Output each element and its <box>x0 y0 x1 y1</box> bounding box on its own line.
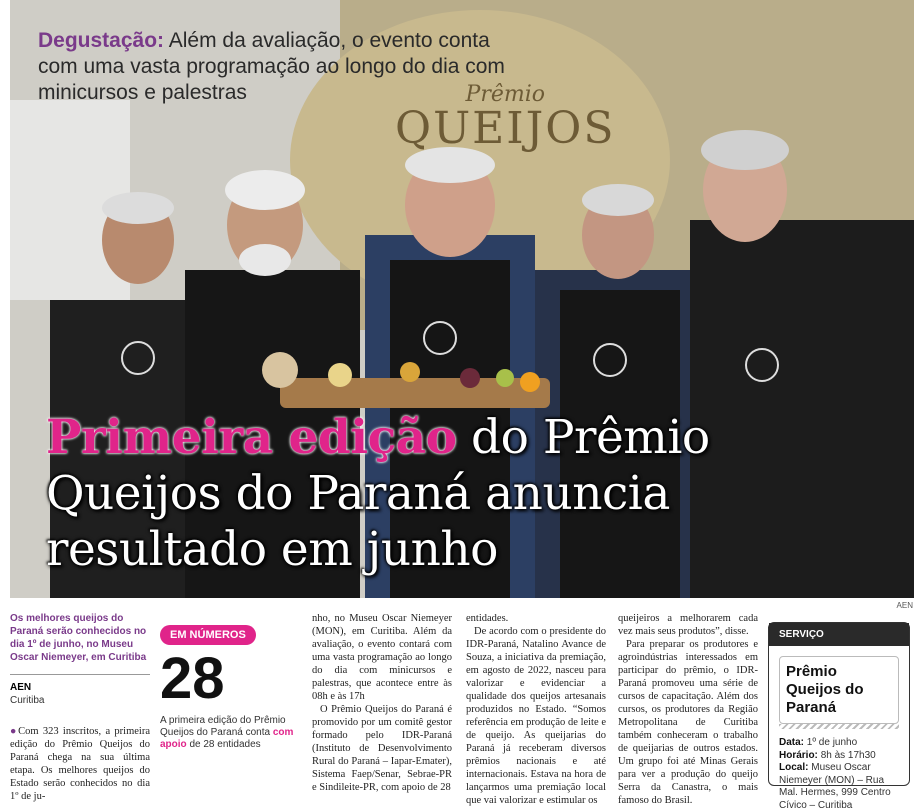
place-label: Local: <box>779 762 809 773</box>
paragraph: entidades. <box>466 613 509 624</box>
headline-highlight: Primeira edição <box>46 410 457 465</box>
news-photo <box>10 0 914 598</box>
time-value: 8h às 17h30 <box>820 749 876 761</box>
body-column-3 <box>312 612 452 794</box>
service-stripe <box>779 724 899 729</box>
paragraph: De acordo com o presidente do IDR-Paraná, Natalino Avance de Souza, a iniciativa da premiação, em agosto de 2022, nasceu para valorizar e evidenciar a qualidade dos queijos artesanais produzidos no Estado. “Somos referência em produção de leite e de queijo. As queijarias do Paraná já receberam diversos prêmios nacionais e até internacionais. Estava na hora de lançarmos uma premiação local que vai valorizar e estimular os <box>466 626 606 806</box>
body-column-5 <box>618 612 758 807</box>
caption-lead: Degustação: <box>38 29 165 52</box>
service-box <box>768 622 910 811</box>
place-value: Museu Oscar Niemeyer (MON) – Rua Mal. Hermes, 999 Centro Cívico – Curitiba <box>779 762 891 811</box>
byline-place: Curitiba <box>10 695 45 706</box>
service-info <box>779 737 899 812</box>
paragraph: queijeiros a melhorarem cada vez mais seus produtos”, disse. <box>618 613 758 637</box>
event-banner <box>395 82 616 154</box>
headline-rest: do Prêmio Queijos do Paraná anuncia resultado em junho <box>46 410 710 577</box>
banner-line-1: Prêmio <box>465 82 545 107</box>
service-header: SERVIÇO <box>769 623 909 646</box>
numbers-desc-before: A primeira edição do Prêmio Queijos do Paraná conta <box>160 715 286 738</box>
bullet-icon: ● <box>10 726 19 737</box>
headline <box>46 410 746 578</box>
service-title: Prêmio Queijos do Paraná <box>779 656 899 724</box>
paragraph: O Prêmio Queijos do Paraná é promovido por um comitê gestor formado pelo IDR-Paraná (Instituto de Desenvolvimento Rural do Paraná – Iapar-Emater), Sistema Faep/Senar, Sebrae-PR e Sindileite-PR, com apoio de 28 <box>312 704 452 793</box>
paragraph: nho, no Museu Oscar Niemeyer (MON), em Curitiba. Além da avaliação, o evento contará com uma vasta programação ao longo do dia com minicursos e palestras, que acontece entre às 08h e às 17h <box>312 613 452 702</box>
time-label: Horário: <box>779 749 818 761</box>
numbers-desc-pink: com apoio <box>160 727 294 750</box>
body-col1-text: Com 323 inscritos, a primeira edição do Prêmio Queijos do Paraná chega na sua última etapa. Os melhores queijos do Estado serão conhecidos no dia 1º de ju- <box>10 726 151 802</box>
numbers-box <box>160 625 298 751</box>
lead-summary: Os melhores queijos do Paraná serão conhecidos no dia 1º de junho, no Museu Oscar Niemeyer, em Curitiba <box>10 613 147 663</box>
date-label: Data: <box>779 737 805 748</box>
paragraph: Para preparar os produtores e agroindústrias interessados em participar do prêmio, o IDR-Paraná promoveu uma série de cursos de capacitação. Além dos cursos, os produtores da Região Metropolitana de Curitiba também conheceram o trabalho de queijarias de outros estados. Um grupo foi até Minas Gerais para ver a produção do queijo Serra da Canastra, o mais famoso do Brasil. <box>618 639 758 806</box>
date-value: 1º de junho <box>806 737 858 748</box>
byline-author: AEN <box>10 682 32 693</box>
body-column-1 <box>10 725 150 803</box>
lead-column <box>10 612 150 707</box>
divider <box>10 674 150 675</box>
caption-text: Além da avaliação, o evento conta com uma vasta programação ao longo do dia com minicursos e palestras <box>38 29 505 104</box>
numbers-desc-after: de 28 entidades <box>189 739 261 750</box>
numbers-value: 28 <box>160 646 225 711</box>
numbers-description <box>160 715 298 751</box>
photo-credit: AEN <box>896 601 913 610</box>
numbers-badge: EM NÚMEROS <box>160 625 256 645</box>
body-column-4 <box>466 612 606 807</box>
banner-line-2: QUEIJOS <box>395 103 616 154</box>
